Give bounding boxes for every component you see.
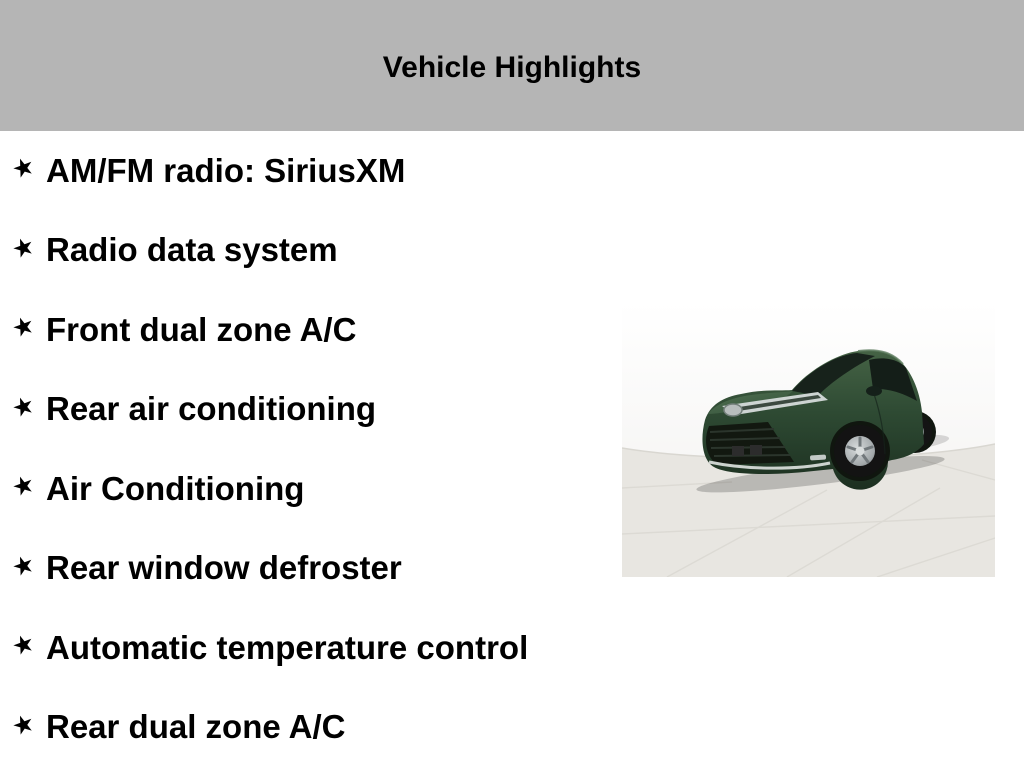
highlight-item [0, 688, 600, 768]
highlight-item [0, 290, 600, 370]
highlight-item [0, 449, 600, 529]
star-bullet-icon: ★ [8, 707, 39, 742]
star-bullet-icon: ★ [8, 628, 39, 663]
star-bullet-icon: ★ [8, 389, 39, 424]
highlight-label: Rear air conditioning [46, 390, 377, 428]
star-bullet-icon: ★ [8, 469, 39, 504]
header-bar [0, 0, 1024, 131]
vehicle-photo [622, 302, 995, 577]
highlight-item [0, 370, 600, 450]
star-bullet-icon: ★ [8, 310, 39, 345]
highlight-label: Radio data system [46, 231, 338, 269]
star-bullet-icon: ★ [8, 230, 39, 265]
highlight-label: Front dual zone A/C [46, 310, 357, 348]
highlight-label: Rear window defroster [46, 549, 402, 587]
star-bullet-icon: ★ [8, 151, 39, 186]
star-bullet-icon: ★ [8, 548, 39, 583]
highlight-label: AM/FM radio: SiriusXM [46, 151, 406, 189]
minivan-illustration [622, 302, 995, 577]
highlight-item [0, 529, 600, 609]
highlight-label: Rear dual zone A/C [46, 708, 346, 746]
highlight-label: Air Conditioning [46, 469, 305, 507]
highlight-item [0, 608, 600, 688]
page-title: Vehicle Highlights [382, 50, 642, 84]
highlights-list [0, 131, 600, 767]
highlight-item [0, 211, 600, 291]
highlight-item [0, 131, 600, 211]
highlight-label: Automatic temperature control [46, 628, 529, 666]
